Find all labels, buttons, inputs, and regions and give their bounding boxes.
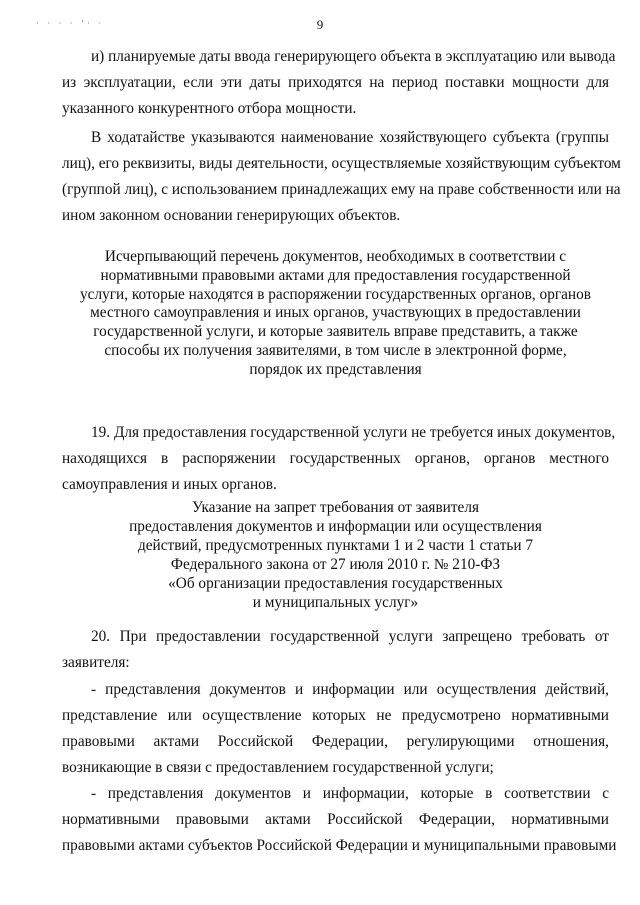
heading-line: порядок их представления <box>249 360 422 378</box>
text-line: находящихся в распоряжении государственных органов, органов местного <box>62 450 609 467</box>
scan-artifact: · · · · ‘· · <box>36 18 105 28</box>
heading-line: Федерального закона от 27 июля 2010 г. № 210-ФЗ <box>170 556 501 573</box>
text-line: правовыми актами Российской Федерации, регулирующими отношения, <box>62 733 609 750</box>
heading-line: государственной услуги, и которые заявитель вправе представить, а также <box>93 323 578 341</box>
text-line: - представления документов и информации, которые в соответствии с <box>91 785 609 802</box>
heading-line: нормативными правовыми актами для предоставления государственной <box>100 266 571 284</box>
page-number: 9 <box>316 17 324 32</box>
heading-line: Указание на запрет требования от заявителя <box>191 499 480 516</box>
heading-line: Исчерпывающий перечень документов, необходимых в соответствии с <box>104 248 567 265</box>
list-item-1 <box>62 677 609 781</box>
text-line: правовыми актами субъектов Российской Федерации и муниципальными правовыми <box>62 837 617 854</box>
text-line: возникающие в связи с предоставлением государственной услуги; <box>62 759 494 776</box>
text-line: самоуправления и иных органов. <box>62 476 277 493</box>
text-line: 20. При предоставлении государственной услуги запрещено требовать от <box>91 628 609 645</box>
heading-line: «Об организации предоставления государственных <box>168 575 503 592</box>
text-line: лиц), его реквизиты, виды деятельности, осуществляемые хозяйствующим субъектом <box>62 155 621 172</box>
text-line: из эксплуатации, если эти даты приходятся на период поставки мощности для <box>62 74 609 91</box>
list-item-2 <box>62 781 617 859</box>
text-line: указанного конкурентного отбора мощности. <box>62 100 357 117</box>
text-line: нормативными правовыми актами Российской Федерации, нормативными <box>62 811 609 828</box>
heading-line: способы их получения заявителями, в том числе в электронной форме, <box>104 341 567 359</box>
paragraph-20 <box>62 624 609 676</box>
section-heading-documents <box>62 248 609 380</box>
text-line: - представления документов и информации или осуществления действий, <box>91 681 609 698</box>
heading-line: действий, предусмотренных пунктами 1 и 2 части 1 статьи 7 <box>137 537 534 554</box>
heading-line: и муниципальных услуг» <box>252 594 419 611</box>
text-line: В ходатайстве указываются наименование хозяйствующего субъекта (группы <box>91 129 609 146</box>
paragraph-19 <box>62 420 616 498</box>
text-line: заявителя: <box>62 654 130 671</box>
text-line: представление или осуществление которых не предусмотрено нормативными <box>62 707 609 724</box>
heading-line: предоставления документов и информации или осуществления <box>129 518 542 535</box>
section-heading-prohibition <box>62 498 609 612</box>
heading-line: местного самоуправления и иных органов, участвующих в предоставлении <box>90 304 581 322</box>
text-line: и) планируемые даты ввода генерирующего объекта в эксплуатацию или вывода <box>91 48 616 65</box>
text-line: ином законном основании генерирующих объектов. <box>62 207 401 224</box>
heading-line: услуги, которые находятся в распоряжении государственных органов, органов <box>80 285 591 303</box>
text-line: 19. Для предоставления государственной услуги не требуется иных документов, <box>91 424 616 441</box>
text-line: (группой лиц), с использованием принадлежащих ему на праве собственности или на <box>62 181 621 198</box>
paragraph-petition <box>62 125 621 229</box>
paragraph-item-i <box>62 44 616 122</box>
